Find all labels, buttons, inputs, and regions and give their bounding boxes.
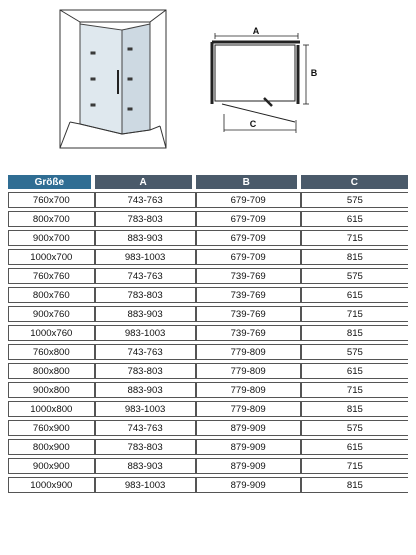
cell-b: 739-769	[196, 287, 301, 303]
cell-size: 800x900	[8, 439, 95, 455]
cell-c: 615	[301, 363, 408, 379]
dimension-label-a: A	[252, 26, 260, 36]
cell-size: 800x700	[8, 211, 95, 227]
cell-a: 983-1003	[95, 477, 196, 493]
table-row	[8, 211, 408, 227]
cell-b: 739-769	[196, 268, 301, 284]
cell-a: 883-903	[95, 382, 196, 398]
table-row	[8, 458, 408, 474]
cell-b: 679-709	[196, 192, 301, 208]
table-row	[8, 344, 408, 360]
header-a: A	[95, 175, 196, 189]
cell-b: 679-709	[196, 211, 301, 227]
cell-b: 679-709	[196, 249, 301, 265]
cell-c: 815	[301, 477, 408, 493]
cell-a: 883-903	[95, 458, 196, 474]
cell-a: 883-903	[95, 306, 196, 322]
cell-size: 1000x760	[8, 325, 95, 341]
cell-b: 739-769	[196, 325, 301, 341]
table-row	[8, 230, 408, 246]
table-row	[8, 287, 408, 303]
table-body	[8, 192, 408, 493]
cell-c: 715	[301, 458, 408, 474]
plan-view-diagram	[212, 33, 309, 133]
cell-size: 760x800	[8, 344, 95, 360]
cell-size: 1000x800	[8, 401, 95, 417]
cell-b: 879-909	[196, 458, 301, 474]
cell-a: 743-763	[95, 192, 196, 208]
cell-b: 779-809	[196, 363, 301, 379]
cell-a: 983-1003	[95, 401, 196, 417]
cell-size: 760x900	[8, 420, 95, 436]
cell-c: 615	[301, 439, 408, 455]
cell-c: 815	[301, 325, 408, 341]
cell-a: 743-763	[95, 344, 196, 360]
cell-b: 779-809	[196, 401, 301, 417]
table-row	[8, 363, 408, 379]
header-c: C	[301, 175, 408, 189]
cell-a: 743-763	[95, 420, 196, 436]
cell-a: 783-803	[95, 363, 196, 379]
cell-c: 615	[301, 287, 408, 303]
cell-c: 575	[301, 268, 408, 284]
table-header-row	[8, 175, 408, 189]
cell-a: 783-803	[95, 211, 196, 227]
cell-c: 815	[301, 401, 408, 417]
cell-a: 783-803	[95, 439, 196, 455]
cell-size: 900x900	[8, 458, 95, 474]
cell-b: 879-909	[196, 439, 301, 455]
dimension-label-b: B	[310, 68, 318, 78]
cell-b: 779-809	[196, 344, 301, 360]
cell-b: 779-809	[196, 382, 301, 398]
cell-a: 783-803	[95, 287, 196, 303]
cell-size: 1000x900	[8, 477, 95, 493]
cell-b: 879-909	[196, 420, 301, 436]
table-row	[8, 192, 408, 208]
cell-a: 743-763	[95, 268, 196, 284]
shower-perspective-drawing	[60, 10, 166, 148]
cell-size: 760x700	[8, 192, 95, 208]
cell-c: 715	[301, 230, 408, 246]
table-row	[8, 249, 408, 265]
table-row	[8, 268, 408, 284]
header-size: Größe	[8, 175, 95, 189]
cell-c: 815	[301, 249, 408, 265]
cell-size: 900x700	[8, 230, 95, 246]
cell-b: 739-769	[196, 306, 301, 322]
table-row	[8, 306, 408, 322]
table-row	[8, 439, 408, 455]
table-row	[8, 325, 408, 341]
cell-c: 615	[301, 211, 408, 227]
cell-b: 679-709	[196, 230, 301, 246]
cell-a: 883-903	[95, 230, 196, 246]
cell-c: 575	[301, 420, 408, 436]
cell-c: 715	[301, 306, 408, 322]
cell-c: 715	[301, 382, 408, 398]
table-row	[8, 401, 408, 417]
cell-size: 1000x700	[8, 249, 95, 265]
cell-c: 575	[301, 344, 408, 360]
product-illustration	[0, 0, 416, 168]
cell-size: 900x800	[8, 382, 95, 398]
cell-size: 800x760	[8, 287, 95, 303]
size-table-container	[8, 172, 408, 496]
table-row	[8, 420, 408, 436]
cell-b: 879-909	[196, 477, 301, 493]
cell-size: 800x800	[8, 363, 95, 379]
cell-size: 760x760	[8, 268, 95, 284]
cell-a: 983-1003	[95, 249, 196, 265]
header-b: B	[196, 175, 301, 189]
size-table	[8, 172, 408, 496]
cell-size: 900x760	[8, 306, 95, 322]
cell-a: 983-1003	[95, 325, 196, 341]
table-row	[8, 477, 408, 493]
table-row	[8, 382, 408, 398]
cell-c: 575	[301, 192, 408, 208]
dimension-label-c: C	[249, 119, 257, 129]
